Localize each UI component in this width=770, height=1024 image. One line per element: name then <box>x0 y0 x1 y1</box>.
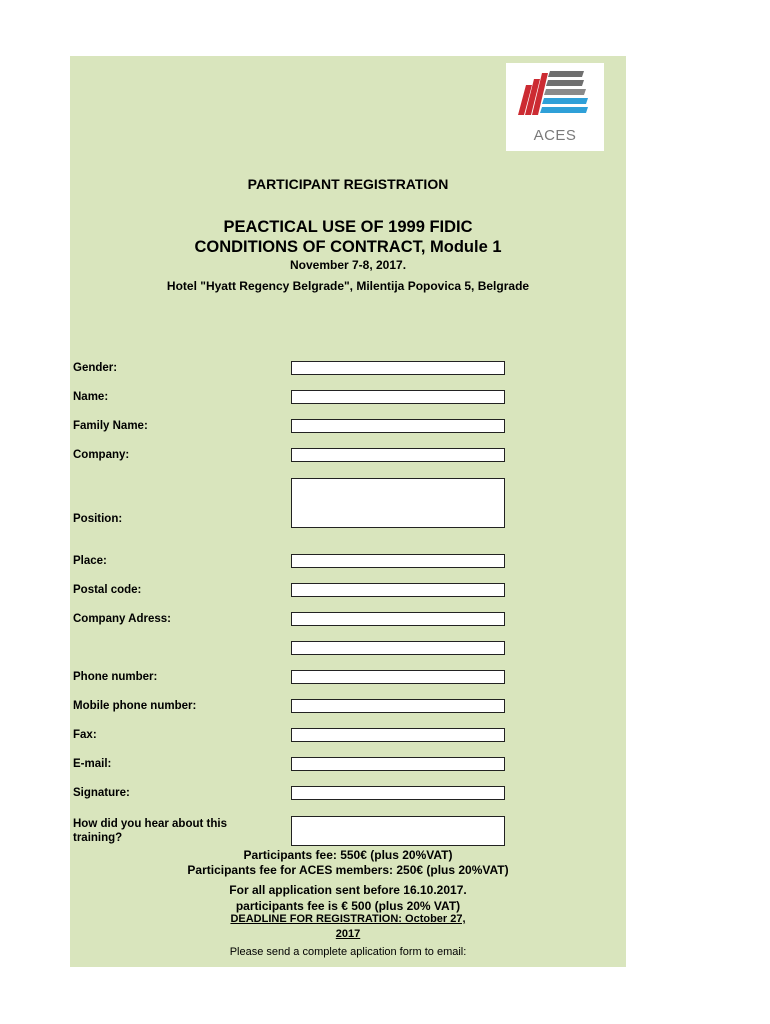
early-fee-line1: For all application sent before 16.10.2017. <box>229 883 467 897</box>
phone-field[interactable] <box>291 670 505 684</box>
family-name-label: Family Name: <box>73 420 148 432</box>
logo-text: ACES <box>533 127 577 144</box>
name-label: Name: <box>73 391 109 403</box>
position-field[interactable] <box>291 478 505 528</box>
postal-code-field[interactable] <box>291 583 505 597</box>
mobile-field[interactable] <box>291 699 505 713</box>
aces-logo <box>506 63 604 151</box>
fax-label: Fax: <box>73 729 97 741</box>
member-fee-text: Participants fee for ACES members: 250€ (plus 20%VAT) <box>187 863 509 877</box>
fee-text: Participants fee: 550€ (plus 20%VAT) <box>243 848 453 862</box>
place-field[interactable] <box>291 554 505 568</box>
event-venue: Hotel "Hyatt Regency Belgrade", Milentija Popovica 5, Belgrade <box>166 279 530 293</box>
name-field[interactable] <box>291 390 505 404</box>
email-field[interactable] <box>291 757 505 771</box>
postal-code-label: Postal code: <box>73 584 142 596</box>
section-heading: PARTICIPANT REGISTRATION <box>247 176 449 192</box>
gender-label: Gender: <box>73 362 118 374</box>
event-title-line1: PEACTICAL USE OF 1999 FIDIC <box>223 218 473 236</box>
hear-field[interactable] <box>291 816 505 846</box>
hear-label-line1: How did you hear about this <box>73 818 227 830</box>
fax-field[interactable] <box>291 728 505 742</box>
mobile-label: Mobile phone number: <box>73 700 197 712</box>
signature-field[interactable] <box>291 786 505 800</box>
aces-logo-icon <box>506 63 604 127</box>
email-label: E-mail: <box>73 758 112 770</box>
gender-field[interactable] <box>291 361 505 375</box>
event-title-line2: CONDITIONS OF CONTRACT, Module 1 <box>194 238 502 256</box>
company-address-field[interactable] <box>291 612 505 626</box>
family-name-field[interactable] <box>291 419 505 433</box>
phone-label: Phone number: <box>73 671 158 683</box>
event-date: November 7-8, 2017. <box>289 258 407 272</box>
company-address-field-2[interactable] <box>291 641 505 655</box>
company-label: Company: <box>73 449 130 461</box>
early-fee-line2: participants fee is € 500 (plus 20% VAT) <box>235 899 461 913</box>
deadline-line1: DEADLINE FOR REGISTRATION: October 27, <box>230 913 466 925</box>
company-field[interactable] <box>291 448 505 462</box>
signature-label: Signature: <box>73 787 130 799</box>
company-address-label: Company Adress: <box>73 613 171 625</box>
position-label: Position: <box>73 513 123 525</box>
send-instruction: Please send a complete aplication form to email: <box>229 946 467 958</box>
hear-label-line2: training? <box>73 832 123 844</box>
deadline-line2: 2017 <box>335 928 361 940</box>
place-label: Place: <box>73 555 107 567</box>
